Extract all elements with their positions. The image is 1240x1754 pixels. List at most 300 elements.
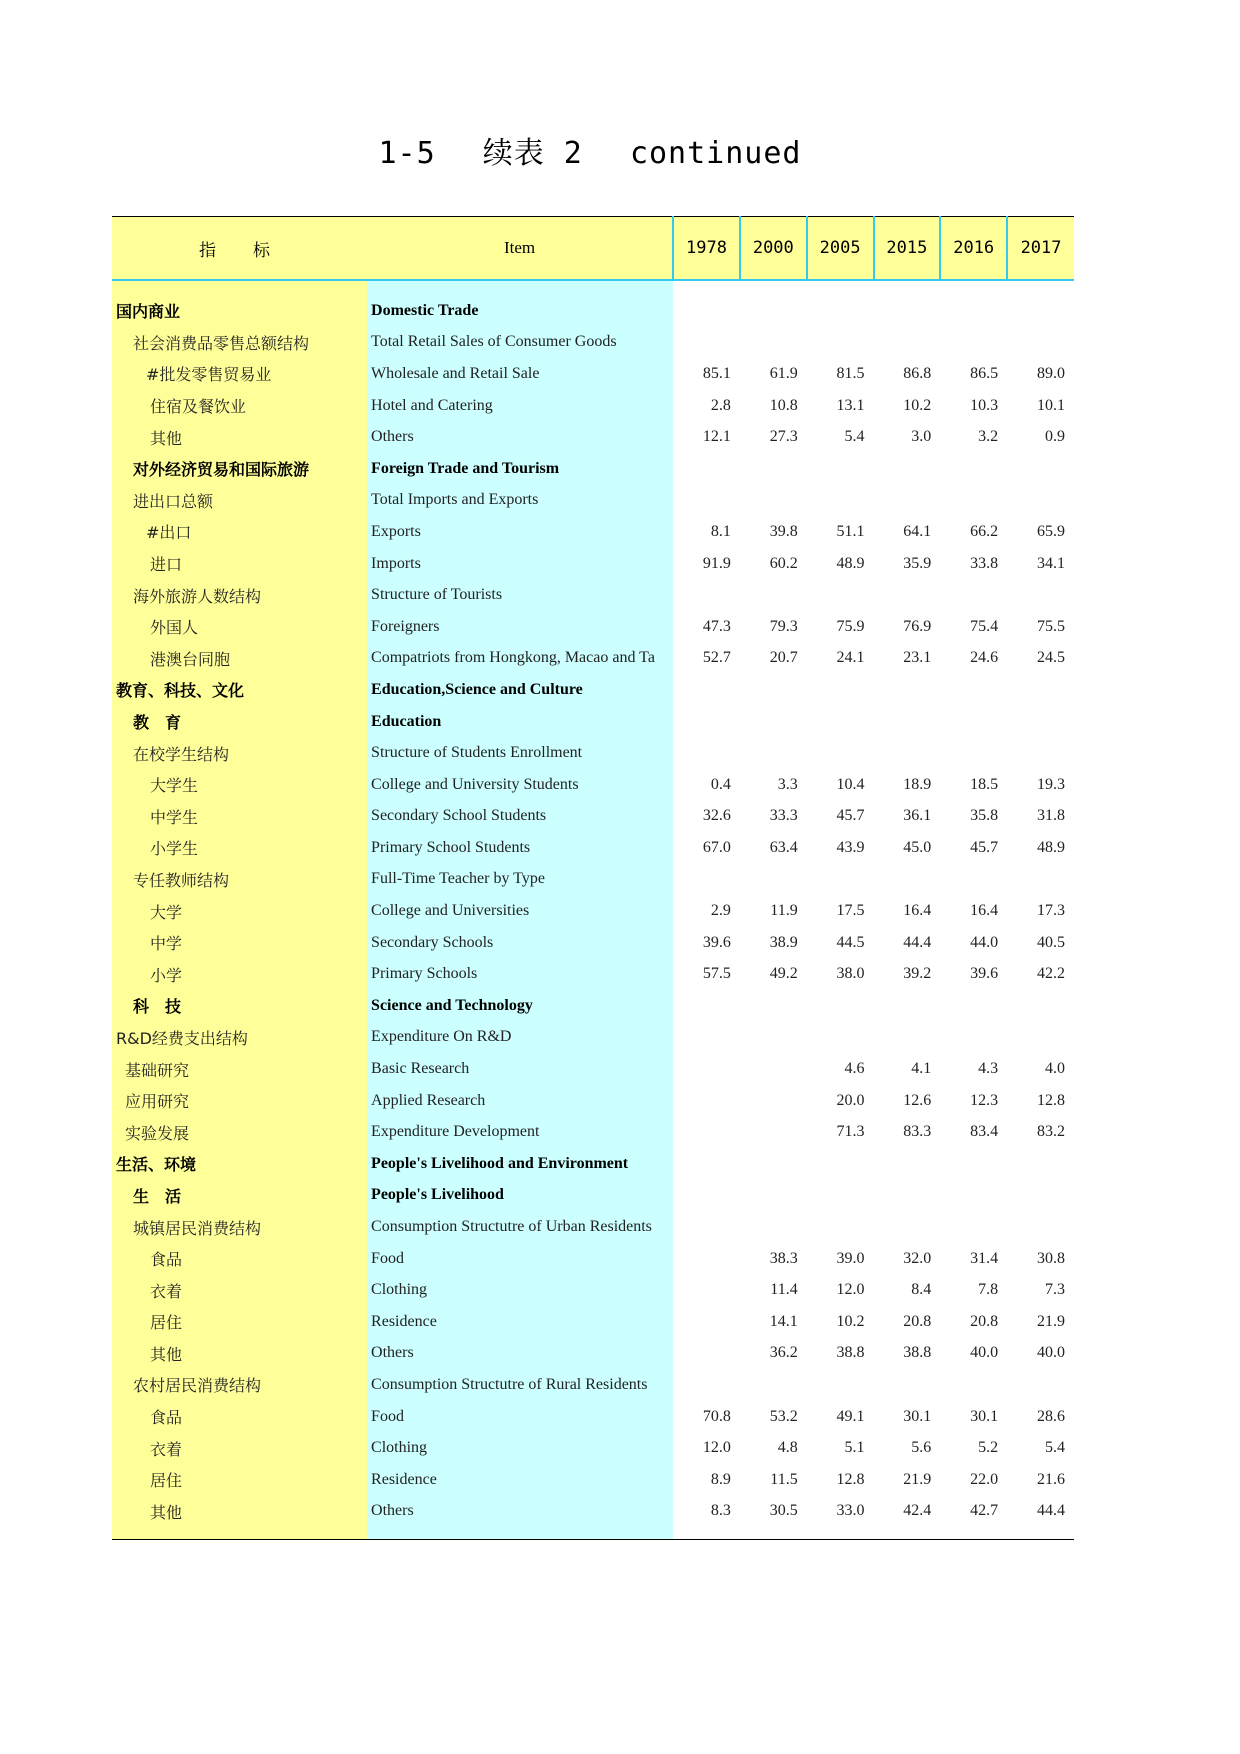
row-label-en: Residence xyxy=(367,1306,673,1338)
table-row xyxy=(112,358,1074,390)
cell-value: 45.0 xyxy=(903,838,932,856)
table-row xyxy=(112,1338,1074,1370)
table-row xyxy=(112,327,1074,359)
row-label-cn: 国内商业 xyxy=(112,280,367,327)
row-label-cn: 城镇居民消费结构 xyxy=(112,1211,367,1243)
row-label-en: Foreigners xyxy=(367,611,673,643)
row-label-en: College and Universities xyxy=(367,895,673,927)
row-label-cn: 中学 xyxy=(112,927,367,959)
row-label-en: Total Retail Sales of Consumer Goods xyxy=(367,327,673,359)
cell-value: 10.2 xyxy=(903,396,932,414)
cell-value: 38.9 xyxy=(769,933,798,951)
table-row xyxy=(112,990,1074,1022)
cell-value: 12.8 xyxy=(836,1470,865,1488)
row-label-cn: 进出口总额 xyxy=(112,485,367,517)
row-label-en: People's Livelihood and Environment xyxy=(367,1148,673,1180)
row-label-en: Secondary School Students xyxy=(367,801,673,833)
cell-value xyxy=(673,1116,740,1148)
cell-value xyxy=(874,1211,941,1243)
cell-value: 5.4 xyxy=(844,428,865,446)
cell-value: 75.5 xyxy=(1037,617,1065,635)
cell-value: 30.1 xyxy=(903,1407,932,1425)
cell-value: 49.2 xyxy=(769,965,798,983)
row-label-en: Secondary Schools xyxy=(367,927,673,959)
page-title xyxy=(0,128,1180,172)
cell-value xyxy=(1007,579,1074,611)
cell-value xyxy=(673,1274,740,1306)
row-label-en: Food xyxy=(367,1243,673,1275)
cell-value: 40.0 xyxy=(970,1344,999,1362)
cell-value xyxy=(940,1148,1007,1180)
table-row xyxy=(112,1116,1074,1148)
cell-value xyxy=(673,864,740,896)
cell-value xyxy=(673,1243,740,1275)
cell-value: 20.8 xyxy=(903,1312,932,1330)
row-label-en: Primary School Students xyxy=(367,832,673,864)
cell-value xyxy=(740,1053,807,1085)
cell-value: 22.0 xyxy=(970,1470,999,1488)
row-label-cn: 住宿及餐饮业 xyxy=(112,390,367,422)
cell-value: 12.1 xyxy=(702,428,731,446)
cell-value: 20.8 xyxy=(970,1312,999,1330)
cell-value xyxy=(940,280,1007,327)
table-row xyxy=(112,1369,1074,1401)
row-label-cn: 食品 xyxy=(112,1401,367,1433)
cell-value xyxy=(940,1022,1007,1054)
row-label-cn: 小学生 xyxy=(112,832,367,864)
cell-value xyxy=(740,280,807,327)
cell-value: 35.8 xyxy=(970,807,999,825)
cell-value: 27.3 xyxy=(769,428,798,446)
cell-value: 10.3 xyxy=(970,396,999,414)
cell-value: 85.1 xyxy=(702,364,731,382)
table-row xyxy=(112,1022,1074,1054)
cell-value: 17.5 xyxy=(836,902,865,920)
cell-value: 44.4 xyxy=(903,933,932,951)
cell-value: 83.2 xyxy=(1037,1123,1065,1141)
cell-value: 33.8 xyxy=(970,554,999,572)
cell-value xyxy=(807,327,874,359)
cell-value: 21.9 xyxy=(1037,1312,1065,1330)
row-label-cn: 教育、科技、文化 xyxy=(112,674,367,706)
cell-value xyxy=(740,864,807,896)
cell-value xyxy=(940,737,1007,769)
row-label-cn: 对外经济贸易和国际旅游 xyxy=(112,453,367,485)
cell-value: 64.1 xyxy=(903,522,932,540)
cell-value xyxy=(673,1211,740,1243)
row-label-cn: 生活、环境 xyxy=(112,1148,367,1180)
table-row xyxy=(112,453,1074,485)
table-row xyxy=(112,1211,1074,1243)
row-label-en: Total Imports and Exports xyxy=(367,485,673,517)
cell-value: 36.1 xyxy=(903,807,932,825)
cell-value: 39.6 xyxy=(702,933,731,951)
cell-value xyxy=(740,1180,807,1212)
cell-value xyxy=(874,1369,941,1401)
cell-value xyxy=(874,280,941,327)
row-label-en: Clothing xyxy=(367,1274,673,1306)
row-label-en: Compatriots from Hongkong, Macao and Ta xyxy=(367,643,673,675)
cell-value: 8.4 xyxy=(911,1281,932,1299)
cell-value xyxy=(1007,864,1074,896)
cell-value xyxy=(673,1338,740,1370)
cell-value xyxy=(673,737,740,769)
cell-value: 10.8 xyxy=(769,396,798,414)
header-year-2000: 2000 xyxy=(740,217,807,281)
cell-value xyxy=(807,737,874,769)
cell-value: 4.1 xyxy=(911,1060,932,1078)
cell-value xyxy=(874,737,941,769)
cell-value xyxy=(940,1180,1007,1212)
cell-value: 79.3 xyxy=(769,617,798,635)
cell-value xyxy=(1007,453,1074,485)
cell-value: 75.4 xyxy=(970,617,999,635)
table-row xyxy=(112,737,1074,769)
cell-value: 49.1 xyxy=(836,1407,865,1425)
table-row xyxy=(112,958,1074,990)
table-row xyxy=(112,579,1074,611)
cell-value xyxy=(1007,485,1074,517)
header-year-1978: 1978 xyxy=(673,217,740,281)
cell-value: 30.8 xyxy=(1037,1249,1065,1267)
cell-value: 3.3 xyxy=(777,775,798,793)
cell-value: 83.3 xyxy=(903,1123,932,1141)
table-row xyxy=(112,1148,1074,1180)
cell-value xyxy=(1007,990,1074,1022)
cell-value: 0.9 xyxy=(1045,428,1065,446)
row-label-cn: 实验发展 xyxy=(112,1116,367,1148)
row-label-en: Others xyxy=(367,1496,673,1540)
title-en: continued xyxy=(629,136,802,171)
cell-value xyxy=(673,706,740,738)
cell-value xyxy=(740,1148,807,1180)
cell-value xyxy=(940,327,1007,359)
row-label-cn: 教 育 xyxy=(112,706,367,738)
cell-value xyxy=(940,453,1007,485)
table-row xyxy=(112,421,1074,453)
cell-value: 33.0 xyxy=(807,1496,874,1540)
cell-value xyxy=(740,706,807,738)
row-label-en: College and University Students xyxy=(367,769,673,801)
cell-value: 76.9 xyxy=(903,617,932,635)
cell-value xyxy=(940,864,1007,896)
cell-value: 4.3 xyxy=(978,1060,999,1078)
cell-value: 5.2 xyxy=(978,1439,999,1457)
row-label-en: Education,Science and Culture xyxy=(367,674,673,706)
cell-value xyxy=(673,453,740,485)
cell-value: 33.3 xyxy=(769,807,798,825)
table-number: 1-5 xyxy=(378,136,436,171)
row-label-cn: #出口 xyxy=(112,516,367,548)
row-label-cn: 进口 xyxy=(112,548,367,580)
cell-value: 34.1 xyxy=(1037,554,1065,572)
cell-value: 8.3 xyxy=(673,1496,740,1540)
cell-value: 8.1 xyxy=(710,522,731,540)
header-year-2016: 2016 xyxy=(940,217,1007,281)
cell-value xyxy=(1007,280,1074,327)
cell-value: 4.8 xyxy=(777,1439,798,1457)
header-item-en: Item xyxy=(367,217,673,281)
cell-value: 21.6 xyxy=(1037,1470,1065,1488)
cell-value xyxy=(1007,1369,1074,1401)
cell-value: 5.6 xyxy=(911,1439,932,1457)
cell-value xyxy=(673,1085,740,1117)
cell-value: 32.6 xyxy=(702,807,731,825)
cell-value: 61.9 xyxy=(769,364,798,382)
cell-value: 19.3 xyxy=(1037,775,1065,793)
cell-value xyxy=(807,485,874,517)
row-label-en: Structure of Tourists xyxy=(367,579,673,611)
cell-value: 24.1 xyxy=(836,649,865,667)
row-label-en: Primary Schools xyxy=(367,958,673,990)
table-row xyxy=(112,1053,1074,1085)
row-label-cn: 其他 xyxy=(112,1496,367,1540)
cell-value xyxy=(673,1022,740,1054)
row-label-en: Wholesale and Retail Sale xyxy=(367,358,673,390)
cell-value xyxy=(673,990,740,1022)
table-row xyxy=(112,706,1074,738)
cell-value: 36.2 xyxy=(769,1344,798,1362)
table-row xyxy=(112,1401,1074,1433)
cell-value: 86.5 xyxy=(970,364,999,382)
table-row xyxy=(112,516,1074,548)
cell-value xyxy=(940,579,1007,611)
cell-value xyxy=(673,327,740,359)
cell-value xyxy=(807,579,874,611)
header-year-2017: 2017 xyxy=(1007,217,1074,281)
cell-value xyxy=(740,485,807,517)
cell-value: 32.0 xyxy=(903,1249,932,1267)
cell-value: 52.7 xyxy=(702,649,731,667)
row-label-cn: 生 活 xyxy=(112,1180,367,1212)
cell-value xyxy=(673,1369,740,1401)
row-label-cn: R&D经费支出结构 xyxy=(112,1022,367,1054)
cell-value: 40.0 xyxy=(1037,1344,1065,1362)
table-row xyxy=(112,895,1074,927)
row-label-en: Education xyxy=(367,706,673,738)
row-label-cn: 外国人 xyxy=(112,611,367,643)
cell-value: 20.0 xyxy=(836,1091,865,1109)
cell-value xyxy=(940,990,1007,1022)
row-label-en: Foreign Trade and Tourism xyxy=(367,453,673,485)
cell-value: 24.5 xyxy=(1037,649,1065,667)
cell-value: 4.0 xyxy=(1045,1060,1065,1078)
table-row xyxy=(112,1464,1074,1496)
cell-value xyxy=(807,990,874,1022)
cell-value xyxy=(874,579,941,611)
cell-value xyxy=(874,1022,941,1054)
cell-value: 83.4 xyxy=(970,1123,999,1141)
cell-value xyxy=(1007,1022,1074,1054)
cell-value xyxy=(807,1148,874,1180)
cell-value xyxy=(940,485,1007,517)
cell-value: 57.5 xyxy=(702,965,731,983)
row-label-cn: 社会消费品零售总额结构 xyxy=(112,327,367,359)
cell-value xyxy=(874,1148,941,1180)
row-label-en: Exports xyxy=(367,516,673,548)
statistics-table xyxy=(112,216,1074,1540)
table-row xyxy=(112,611,1074,643)
cell-value: 23.1 xyxy=(903,649,932,667)
cell-value: 31.8 xyxy=(1037,807,1065,825)
header-row xyxy=(112,217,1074,281)
cell-value xyxy=(740,579,807,611)
cell-value: 30.5 xyxy=(740,1496,807,1540)
cell-value xyxy=(673,579,740,611)
cell-value xyxy=(673,674,740,706)
cell-value xyxy=(740,327,807,359)
cell-value: 81.5 xyxy=(836,364,865,382)
cell-value: 39.0 xyxy=(836,1249,865,1267)
cell-value xyxy=(740,737,807,769)
cell-value xyxy=(740,1211,807,1243)
row-label-en: People's Livelihood xyxy=(367,1180,673,1212)
cell-value: 12.6 xyxy=(903,1091,932,1109)
cell-value: 12.0 xyxy=(702,1439,731,1457)
cell-value xyxy=(807,280,874,327)
row-label-cn: 农村居民消费结构 xyxy=(112,1369,367,1401)
cell-value: 10.2 xyxy=(836,1312,865,1330)
cell-value: 12.8 xyxy=(1037,1091,1065,1109)
row-label-en: Basic Research xyxy=(367,1053,673,1085)
cell-value xyxy=(740,1116,807,1148)
row-label-cn: 居住 xyxy=(112,1464,367,1496)
cell-value: 43.9 xyxy=(836,838,865,856)
row-label-cn: 科 技 xyxy=(112,990,367,1022)
table-row xyxy=(112,801,1074,833)
header-year-2015: 2015 xyxy=(874,217,941,281)
cell-value: 18.5 xyxy=(970,775,999,793)
cell-value: 5.4 xyxy=(1045,1439,1065,1457)
row-label-cn: 大学 xyxy=(112,895,367,927)
cell-value: 51.1 xyxy=(836,522,865,540)
cell-value: 89.0 xyxy=(1037,364,1065,382)
cell-value: 48.9 xyxy=(836,554,865,572)
cell-value: 11.9 xyxy=(770,902,798,920)
cell-value xyxy=(740,1085,807,1117)
cell-value xyxy=(740,990,807,1022)
cell-value: 3.2 xyxy=(978,428,999,446)
cell-value xyxy=(874,327,941,359)
cell-value: 8.9 xyxy=(710,1470,731,1488)
row-label-cn: 专任教师结构 xyxy=(112,864,367,896)
table-row xyxy=(112,864,1074,896)
cell-value: 24.6 xyxy=(970,649,999,667)
row-label-cn: 基础研究 xyxy=(112,1053,367,1085)
cell-value xyxy=(874,864,941,896)
cell-value: 42.4 xyxy=(874,1496,941,1540)
cell-value: 12.3 xyxy=(970,1091,999,1109)
cell-value xyxy=(1007,1180,1074,1212)
cell-value: 53.2 xyxy=(769,1407,798,1425)
cell-value: 10.1 xyxy=(1037,396,1065,414)
cell-value: 38.8 xyxy=(903,1344,932,1362)
cell-value xyxy=(1007,706,1074,738)
row-label-cn: 衣着 xyxy=(112,1274,367,1306)
cell-value: 66.2 xyxy=(970,522,999,540)
cell-value xyxy=(1007,674,1074,706)
row-label-en: Imports xyxy=(367,548,673,580)
cell-value xyxy=(874,453,941,485)
cell-value: 7.8 xyxy=(978,1281,999,1299)
row-label-cn: 小学 xyxy=(112,958,367,990)
row-label-en: Expenditure Development xyxy=(367,1116,673,1148)
row-label-cn: 衣着 xyxy=(112,1432,367,1464)
cell-value xyxy=(940,674,1007,706)
cell-value xyxy=(807,1369,874,1401)
cell-value xyxy=(740,1022,807,1054)
cell-value: 5.1 xyxy=(844,1439,865,1457)
cell-value: 45.7 xyxy=(836,807,865,825)
row-label-en: Hotel and Catering xyxy=(367,390,673,422)
row-label-en: Full-Time Teacher by Type xyxy=(367,864,673,896)
cell-value: 18.9 xyxy=(903,775,932,793)
row-label-en: Consumption Structutre of Rural Residents xyxy=(367,1369,673,1401)
cell-value xyxy=(874,990,941,1022)
row-label-cn: 食品 xyxy=(112,1243,367,1275)
cell-value: 45.7 xyxy=(970,838,999,856)
cell-value: 12.0 xyxy=(836,1281,865,1299)
cell-value: 7.3 xyxy=(1045,1281,1065,1299)
header-indicator-cn: 指 标 xyxy=(112,217,367,281)
table-row xyxy=(112,927,1074,959)
table-row xyxy=(112,1243,1074,1275)
cell-value: 70.8 xyxy=(702,1407,731,1425)
cell-value: 38.0 xyxy=(836,965,865,983)
cell-value: 17.3 xyxy=(1037,902,1065,920)
cell-value xyxy=(740,674,807,706)
row-label-cn: 海外旅游人数结构 xyxy=(112,579,367,611)
cell-value xyxy=(1007,1211,1074,1243)
cell-value xyxy=(673,1306,740,1338)
cell-value xyxy=(807,674,874,706)
table-row xyxy=(112,1274,1074,1306)
cell-value: 39.2 xyxy=(903,965,932,983)
table-row xyxy=(112,1432,1074,1464)
cell-value: 48.9 xyxy=(1037,838,1065,856)
cell-value: 44.4 xyxy=(1007,1496,1074,1540)
cell-value xyxy=(807,453,874,485)
cell-value: 60.2 xyxy=(769,554,798,572)
table-row xyxy=(112,548,1074,580)
cell-value: 75.9 xyxy=(836,617,865,635)
cell-value: 11.5 xyxy=(770,1470,798,1488)
cell-value: 65.9 xyxy=(1037,522,1065,540)
row-label-en: Science and Technology xyxy=(367,990,673,1022)
cell-value xyxy=(673,1148,740,1180)
table-row xyxy=(112,674,1074,706)
cell-value: 38.3 xyxy=(769,1249,798,1267)
cell-value: 42.2 xyxy=(1037,965,1065,983)
cell-value: 71.3 xyxy=(836,1123,865,1141)
cell-value: 10.4 xyxy=(836,775,865,793)
cell-value: 14.1 xyxy=(769,1312,798,1330)
cell-value: 91.9 xyxy=(702,554,731,572)
cell-value: 31.4 xyxy=(970,1249,999,1267)
row-label-cn: 应用研究 xyxy=(112,1085,367,1117)
cell-value: 63.4 xyxy=(769,838,798,856)
cell-value: 16.4 xyxy=(903,902,932,920)
table-row xyxy=(112,1180,1074,1212)
cell-value: 39.6 xyxy=(970,965,999,983)
row-label-cn: #批发零售贸易业 xyxy=(112,358,367,390)
row-label-cn: 居住 xyxy=(112,1306,367,1338)
table-row xyxy=(112,1496,1074,1540)
cell-value: 21.9 xyxy=(903,1470,932,1488)
cell-value xyxy=(1007,1148,1074,1180)
row-label-en: Expenditure On R&D xyxy=(367,1022,673,1054)
cell-value xyxy=(807,706,874,738)
